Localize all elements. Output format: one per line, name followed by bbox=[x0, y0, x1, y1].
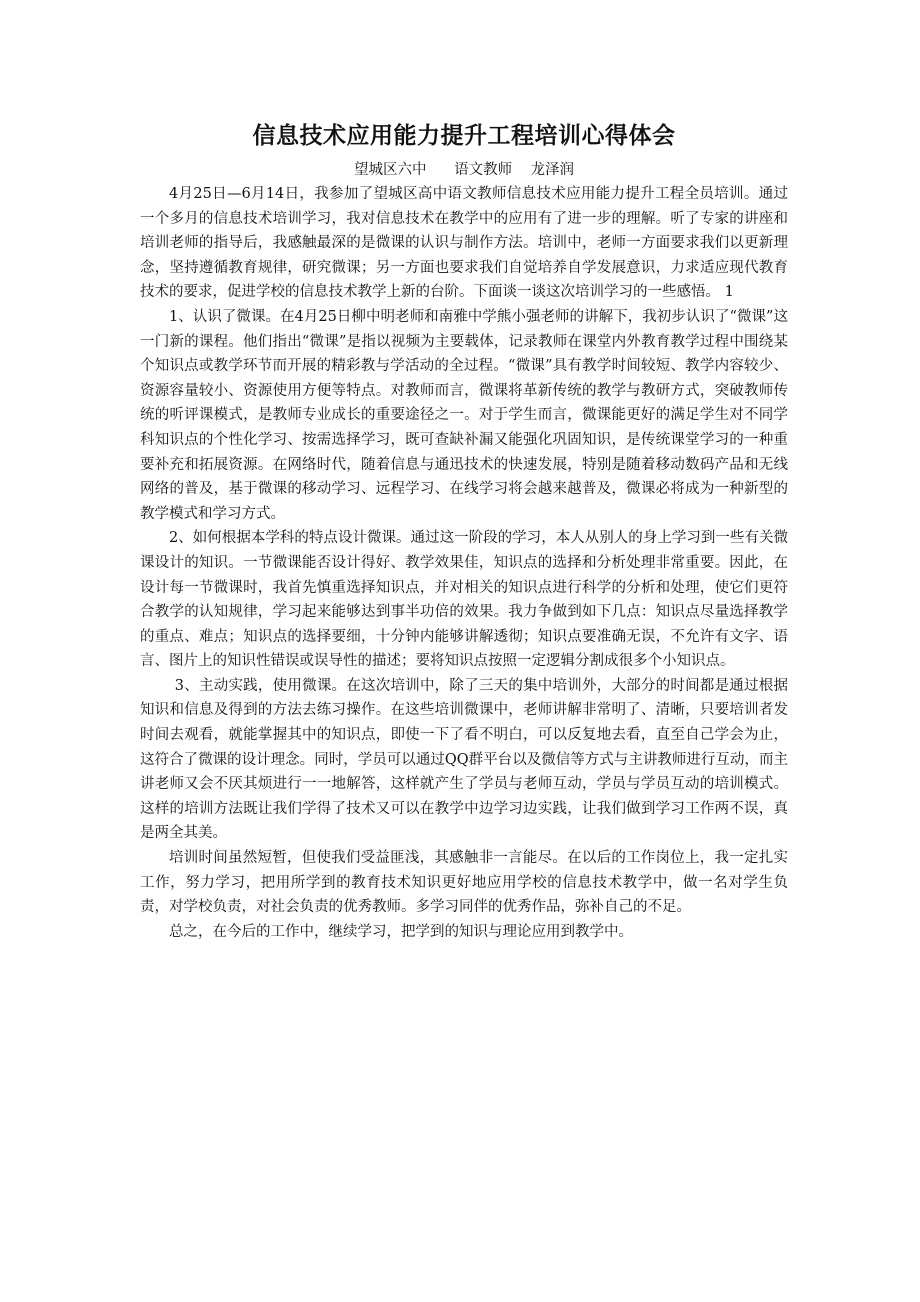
author-byline: 望城区六中 语文教师 龙泽润 bbox=[353, 162, 575, 178]
paragraph-section-1: 1、认识了微课。在4月25日柳中明老师和南雅中学熊小强老师的讲解下，我初步认识了“微课”这一门新的课程。他们指出“微课”是指以视频为主要载体，记录教师在课堂内外教育教学过程中围绕某个知识点或教学环节而开展的精彩教与学活动的全过程。“微课”具有教学时间较短、教学内容较少、资源容量较小、资源使用方便等特点。对教师而言，微课将革新传统的教学与教研方式，突破教师传统的听评课模式，是教师专业成长的重要途径之一。对于学生而言，微课能更好的满足学生对不同学科知识点的个性化学习、按需选择学习，既可查缺补漏又能强化巩固知识，是传统课堂学习的一种重要补充和拓展资源。在网络时代，随着信息与通迅技术的快速发展，特别是随着移动数码产品和无线网络的普及，基于微课的移动学习、远程学习、在线学习将会越来越普及，微课必将成为一种新型的教学模式和学习方式。 bbox=[140, 308, 788, 522]
intro-paragraph: 4月25日—6月14日，我参加了望城区高中语文教师信息技术应用能力提升工程全员培训。通过一个多月的信息技术培训学习，我对信息技术在教学中的应用有了进一步的理解。听了专家的讲座和培训老师的指导后，我感触最深的是微课的认识与制作方法。培训中，老师一方面要求我们以更新理念，坚持遵循教育规律，研究微课；另一方面也要求我们自觉培养自学发展意识，力求适应现代教育技术的要求，促进学校的信息技术教学上新的台阶。下面谈一谈这次培训学习的一些感悟。 1 bbox=[140, 186, 788, 301]
paragraph-conclusion: 总之，在今后的工作中，继续学习，把学到的知识与理论应用到教学中。 bbox=[169, 923, 633, 940]
paragraph-section-2: 2、如何根据本学科的特点设计微课。通过这一阶段的学习，本人从别人的身上学习到一些有关微课设计的知识。一节微课能否设计得好、教学效果佳，知识点的选择和分析处理非常重要。因此，在设计每一节微课时，我首先慎重选择知识点，并对相关的知识点进行科学的分析和处理，使它们更符合教学的认知规律，学习起来能够达到事半功倍的效果。我力争做到如下几点：知识点尽量选择教学的重点、难点；知识点的选择要细，十分钟内能够讲解透彻；知识点要准确无误，不允许有文字、语言、图片上的知识性错误或误导性的描述；要将知识点按照一定逻辑分割成很多个小知识点。 bbox=[140, 530, 788, 670]
document-page bbox=[140, 118, 788, 944]
paragraph-section-3: 3、主动实践，使用微课。在这次培训中，除了三天的集中培训外，大部分的时间都是通过根据知识和信息及得到的方法去练习操作。在这些培训微课中，老师讲解非常明了、清晰，只要培训者发时间去观看，就能掌握其中的知识点，即使一下了看不明白，可以反复地去看，直至自己学会为止，这符合了微课的设计理念。同时，学员可以通过QQ群平台以及微信等方式与主讲教师进行互动，而主讲老师又会不厌其烦进行一一地解答，这样就产生了学员与老师互动，学员与学员互动的培训模式。这样的培训方法既让我们学得了技术又可以在教学中边学习边实践，让我们做到学习工作两不误，真是两全其美。 bbox=[140, 677, 788, 842]
document-title: 信息技术应用能力提升工程培训心得体会 bbox=[252, 123, 676, 149]
paragraph-reflection: 培训时间虽然短暂，但使我们受益匪浅，其感触非一言能尽。在以后的工作岗位上，我一定扎实工作，努力学习，把用所学到的教育技术知识更好地应用学校的信息技术教学中，做一名对学生负责，对学校负责，对社会负责的优秀教师。多学习同伴的优秀作品，弥补自己的不足。 bbox=[140, 850, 788, 916]
